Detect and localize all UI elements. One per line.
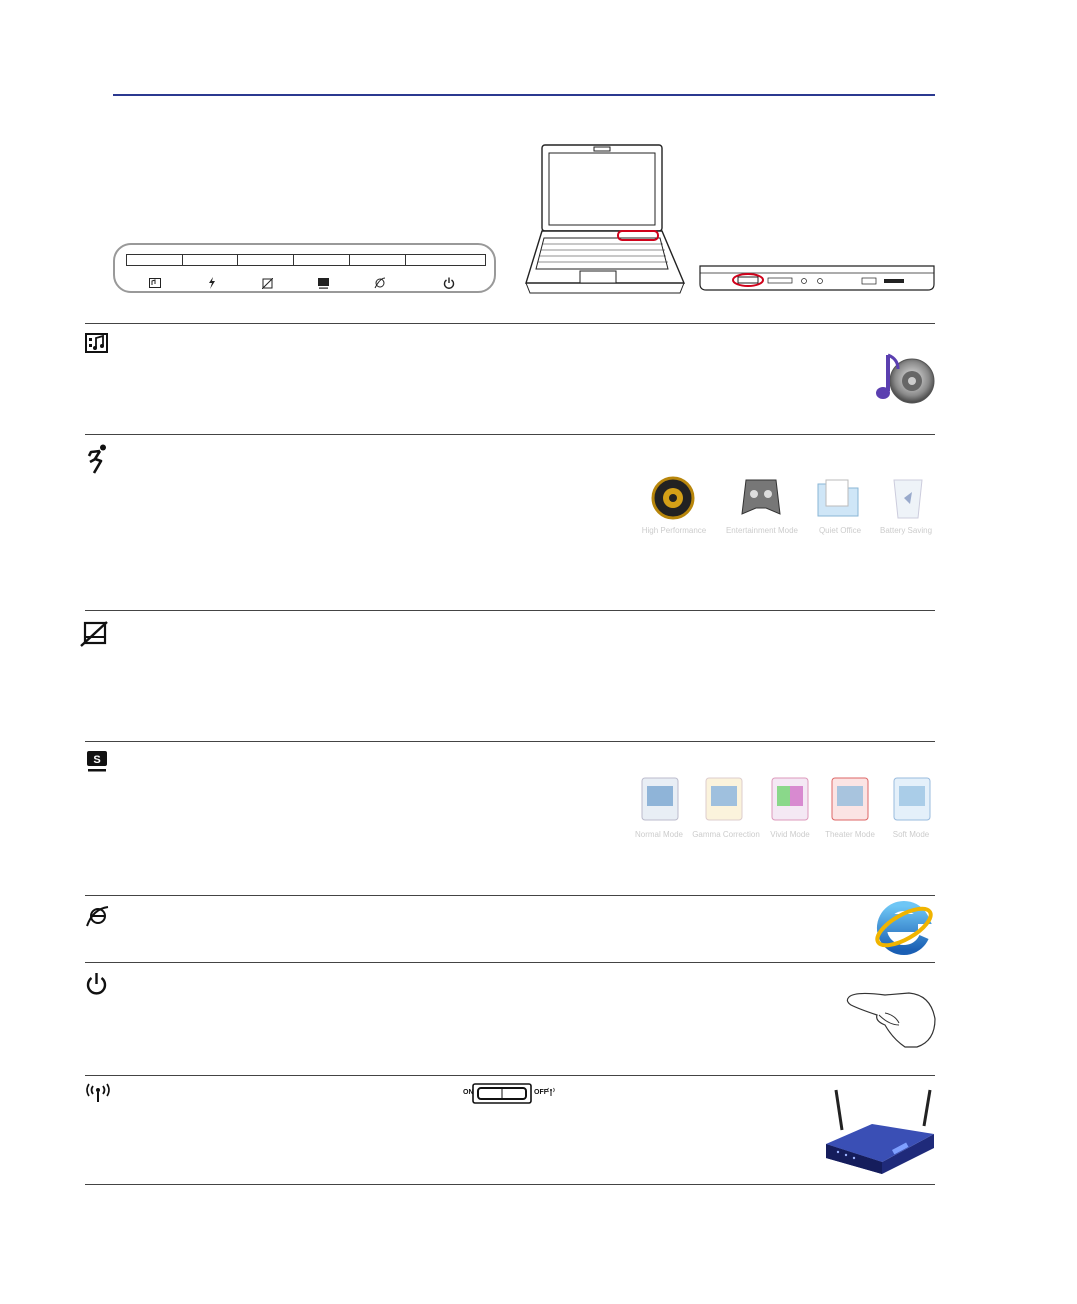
image-label: Entertainment Mode [725,526,799,535]
image-label: Quiet Office [818,526,862,535]
media-icon [85,333,108,353]
splendid-icon [318,278,329,289]
vivid-mode-icon [768,774,812,824]
wireless-router-icon [822,1088,938,1176]
switch-on-label: ON [463,1089,474,1096]
normal-mode-icon [638,774,682,824]
section-rule [85,610,935,611]
section-rule [85,323,935,324]
battery-saving-icon [888,474,928,522]
image-label: Gamma Correction [692,830,760,839]
section-rule [85,741,935,742]
high-performance-icon [650,474,696,522]
laptop-icon [522,143,688,297]
power4gear-icon [207,277,217,289]
section-rule [85,962,935,963]
splendid-mode-images [628,774,938,842]
header-rule [113,94,935,96]
svg-text:S: S [93,754,101,766]
music-speaker-icon [874,351,936,409]
section-rule [85,434,935,435]
image-label: High Performance [641,526,707,535]
media-icon [149,278,161,288]
entertainment-mode-icon [738,474,784,522]
gamma-correction-icon [702,774,746,824]
finger-press-icon [845,985,937,1051]
quiet-office-icon [814,476,862,520]
image-label: Soft Mode [892,830,930,839]
image-label: Theater Mode [825,830,875,839]
button-strip-bar [126,254,486,266]
section-rule [85,895,935,896]
image-label: Vivid Mode [770,830,810,839]
wireless-icon [86,1083,110,1103]
power-icon [85,972,108,996]
power-icon [443,277,455,289]
button-strip-illustration [113,243,496,293]
wireless-switch-illustration [463,1083,555,1104]
image-label: Battery Saving [879,526,933,535]
internet-icon [374,277,386,289]
wireless-icon [547,1087,555,1096]
internet-explorer-icon [872,897,936,959]
splendid-icon [86,751,108,772]
power4gear-mode-images [636,474,936,538]
power4gear-icon [86,444,108,474]
touchpad-lock-icon [262,278,273,289]
section-rule [85,1184,935,1185]
switch-off-label: OFF [534,1089,548,1096]
slide-switch-icon [472,1083,532,1104]
section-rule [85,1075,935,1076]
soft-mode-icon [890,774,934,824]
internet-icon [85,905,109,927]
touchpad-lock-icon [80,621,108,647]
laptop-front-icon [698,264,936,294]
theater-mode-icon [828,774,872,824]
image-label: Normal Mode [634,830,683,839]
